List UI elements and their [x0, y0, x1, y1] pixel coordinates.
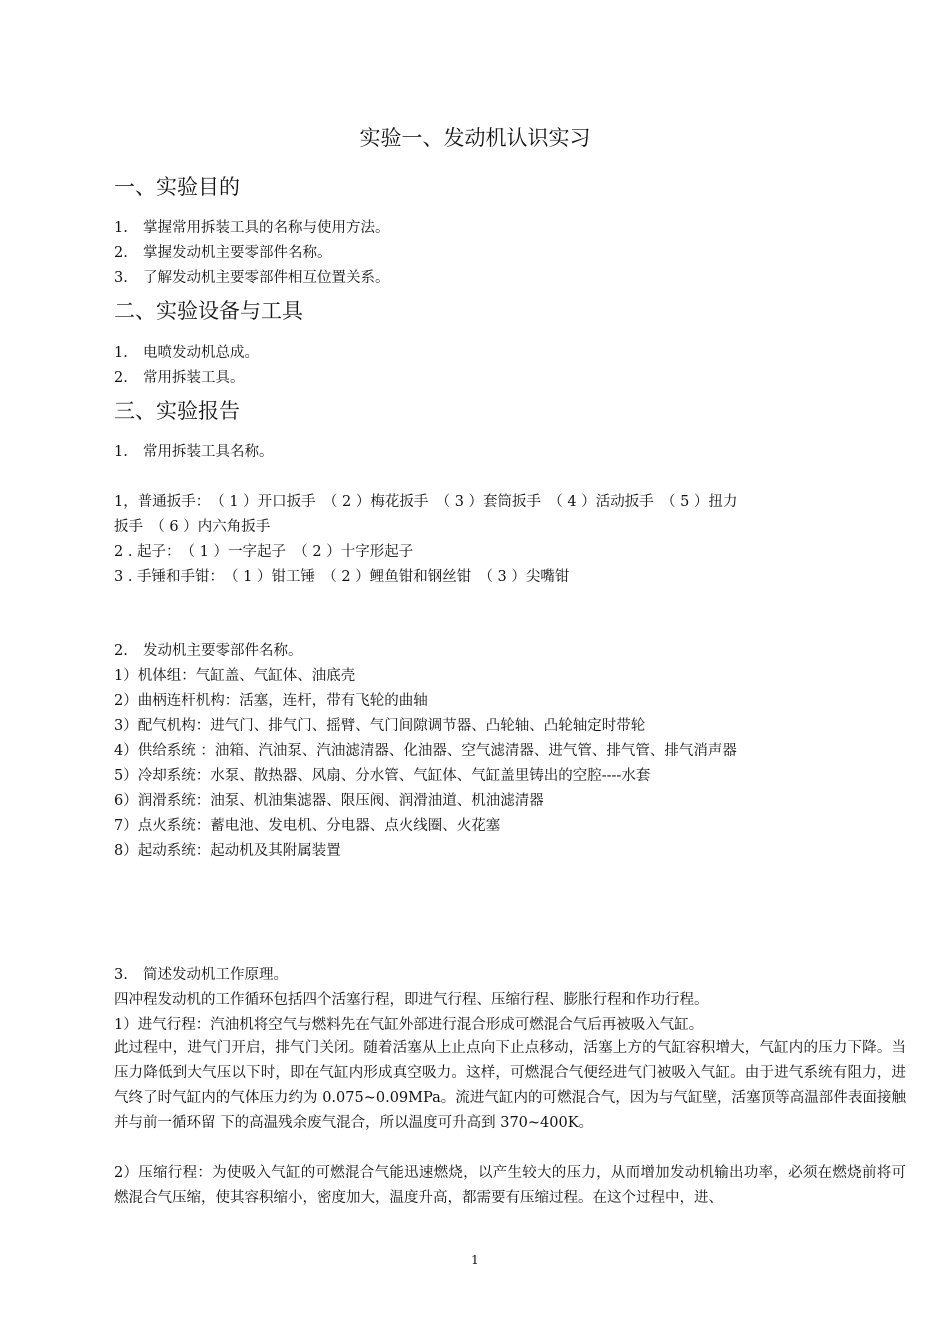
question-3 [114, 964, 906, 986]
list-item [114, 342, 906, 364]
parts-line: 8）起动系统：起动机及其附属装置 [114, 843, 341, 859]
list-number: 2. [114, 245, 128, 261]
tools-line: 扳手 （ 6 ）内六角扳手 [114, 519, 271, 535]
parts-line: 5）冷却系统：水泵、散热器、风扇、分水管、气缸体、气缸盖里铸出的空腔----水套 [114, 768, 651, 784]
list-number: 1. [114, 345, 128, 361]
list-number: 1. [114, 444, 128, 460]
parts-line: 2）曲柄连杆机构：活塞，连杆，带有飞轮的曲轴 [114, 693, 428, 709]
list-number: 2. [114, 643, 128, 659]
list-number: 1. [114, 220, 128, 236]
document-title: 实验一、发动机认识实习 [359, 126, 591, 150]
question-2 [114, 640, 906, 662]
tools-line: 3 . 手锤和手钳： （ 1 ）钳工锤 （ 2 ）鲤鱼钳和钢丝钳 （ 3 ）尖嘴钳 [114, 569, 570, 585]
list-text: 常用拆装工具名称。 [143, 444, 274, 460]
list-item [114, 217, 906, 239]
section-heading-equipment: 二、实验设备与工具 [114, 299, 303, 323]
tools-line: 1，普通扳手： （ 1 ）开口扳手 （ 2 ）梅花扳手 （ 3 ）套筒扳手 （ 4 ）活动扳手 （ 5 ）扭力 [114, 494, 738, 510]
list-text: 电喷发动机总成。 [143, 345, 259, 361]
parts-line: 4）供给系统 ：油箱、汽油泵、汽油滤清器、化油器、空气滤清器、进气管、排气管、排气消声器 [114, 743, 737, 759]
intake-stroke-body: 此过程中，进气门开启，排气门关闭。随着活塞从上止点向下止点移动，活塞上方的气缸容积增大，气缸内的压力下降。当压力降低到大气压以下时，即在气缸内形成真空吸力。这样，可燃混合气便经进气门被吸入气缸。由于进气系统有阻力，进气终了时气缸内的气体压力约为 0.075~0.09MPa。流进气缸内的可燃混合气，因为与气缸壁，活塞顶等高温部件表面接触并与前一循环留 下的高温残余废气混合，所以温度可升高到 370~400K。 [114, 1040, 906, 1131]
list-number: 3. [114, 967, 128, 983]
list-text: 简述发动机工作原理。 [143, 967, 288, 983]
list-text: 掌握常用拆装工具的名称与使用方法。 [143, 220, 390, 236]
parts-line: 6）润滑系统：油泵、机油集滤器、限压阀、润滑油道、机油滤清器 [114, 793, 544, 809]
parts-line: 3）配气机构：进气门、排气门、摇臂、气门间隙调节器、凸轮轴、凸轮轴定时带轮 [114, 718, 646, 734]
list-number: 3. [114, 270, 128, 286]
list-text: 掌握发动机主要零部件名称。 [143, 245, 332, 261]
parts-line: 7）点火系统：蓄电池、发电机、分电器、点火线圈、火花塞 [114, 818, 501, 834]
question-1 [114, 441, 906, 463]
list-text: 了解发动机主要零部件相互位置关系。 [143, 270, 390, 286]
page-number: 1 [471, 1253, 479, 1267]
intake-stroke-title: 1）进气行程：汽油机将空气与燃料先在气缸外部进行混合形成可燃混合气后再被吸入气缸。 [114, 1017, 704, 1033]
principle-intro: 四冲程发动机的工作循环包括四个活塞行程，即进气行程、压缩行程、膨胀行程和作功行程。 [114, 992, 709, 1008]
compression-stroke: 2）压缩行程：为使吸入气缸的可燃混合气能迅速燃烧，以产生较大的压力，从而增加发动机输出功率，必须在燃烧前将可燃混合气压缩，使其容积缩小，密度加大，温度升高，都需要有压缩过程。在这个过程中，进、 [114, 1165, 906, 1206]
list-item [114, 367, 906, 389]
list-text: 发动机主要零部件名称。 [143, 643, 303, 659]
list-text: 常用拆装工具。 [143, 370, 245, 386]
list-number: 2. [114, 370, 128, 386]
tools-line: 2 . 起子： （ 1 ）一字起子 （ 2 ）十字形起子 [114, 544, 414, 560]
list-item [114, 267, 906, 289]
section-heading-report: 三、实验报告 [114, 399, 240, 423]
list-item [114, 242, 906, 264]
parts-line: 1）机体组：气缸盖、气缸体、油底壳 [114, 668, 356, 684]
section-heading-purpose: 一、实验目的 [114, 175, 240, 199]
